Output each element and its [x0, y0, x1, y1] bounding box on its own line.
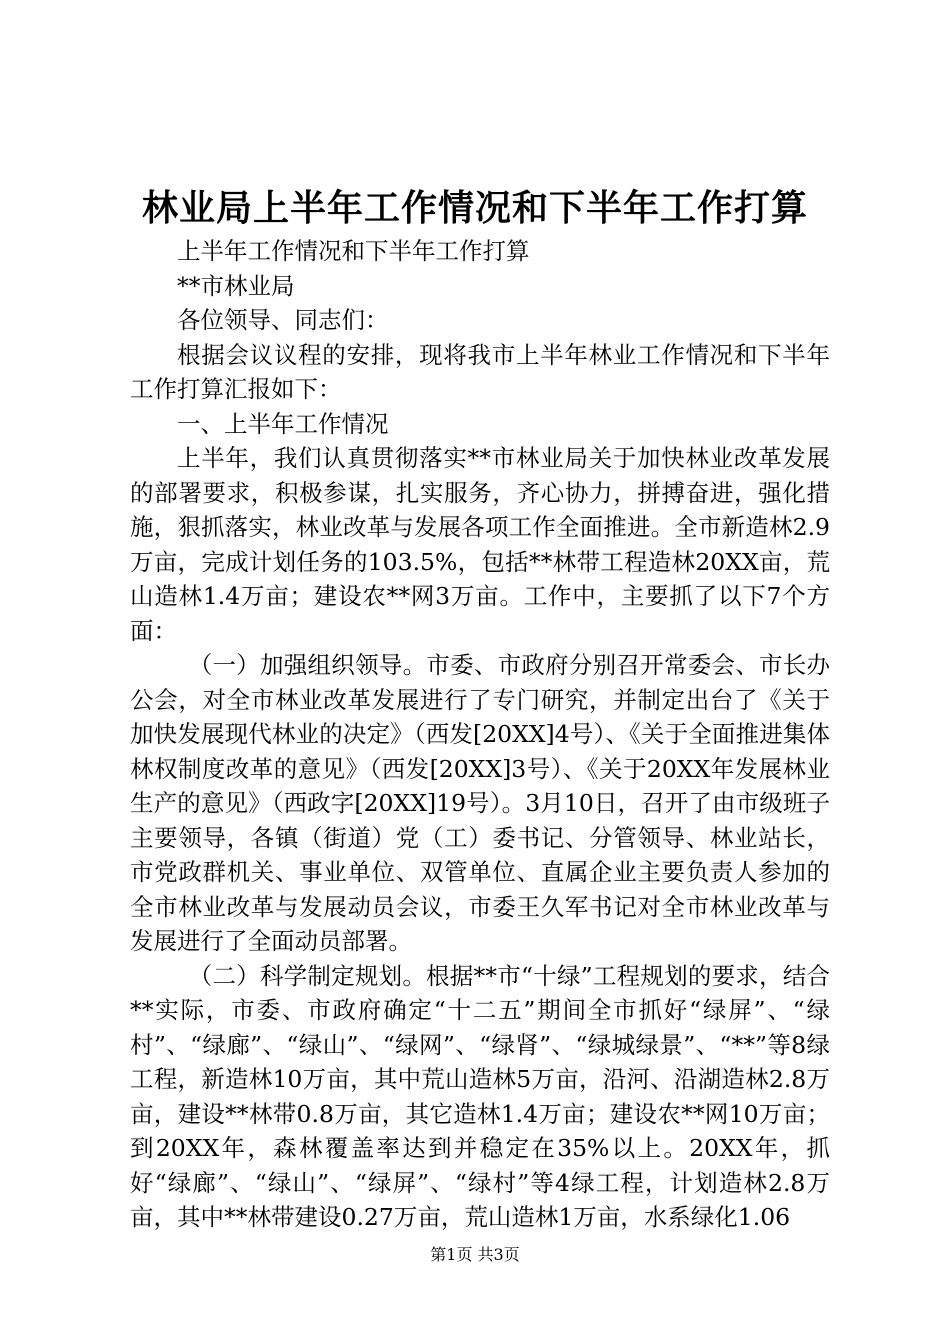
author-line: **市林业局 [177, 271, 295, 300]
document-body [130, 234, 830, 1235]
body-paragraph: 上半年，我们认真贯彻落实**市林业局关于加快林业改革发展的部署要求，积极参谋，扎实服务，齐心协力，拼搏奋进，强化措施，狠抓落实，林业改革与发展各项工作全面推进。全市新造林2.9万亩，完成计划任务的103.5%，包括**林带工程造林20XX亩，荒山造林1.4万亩；建设农**网3万亩。工作中，主要抓了以下7个方面： [130, 444, 830, 645]
salutation: 各位领导、同志们： [177, 306, 389, 334]
body-paragraph: （一）加强组织领导。市委、市政府分别召开常委会、市长办公会，对全市林业改革发展进行了专门研究，并制定出台了《关于加快发展现代林业的决定》（西发[20XX]4号）、《关于全面推进集体林权制度改革的意见》（西发[20XX]3号）、《关于20XX年发展林业生产的意见》（西政字[20XX]19号）。3月10日，召开了由市级班子主要领导，各镇（街道）党（工）委书记、分管领导、林业站长，市党政群机关、事业单位、双管单位、直属企业主要负责人参加的全市林业改革与发展动员会议，市委王久军书记对全市林业改革与发展进行了全面动员部署。 [130, 651, 830, 955]
document-title: 林业局上半年工作情况和下半年工作打算 [141, 187, 808, 229]
page-footer: 第1页 共3页 [430, 1245, 520, 1264]
subtitle-line: 上半年工作情况和下半年工作打算 [177, 237, 530, 265]
intro-paragraph: 根据会议议程的安排，现将我市上半年林业工作情况和下半年工作打算汇报如下： [130, 340, 830, 403]
section-heading: 一、上半年工作情况 [177, 409, 389, 438]
body-paragraph: （二）科学制定规划。根据**市“十绿”工程规划的要求，结合**实际，市委、市政府确定“十二五”期间全市抓好“绿屏”、“绿村”、“绿廊”、“绿山”、“绿网”、“绿肾”、“绿城绿景”、“**”等8绿工程，新造林10万亩，其中荒山造林5万亩，沿河、沿湖造林2.8万亩，建设**林带0.8万亩，其它造林1.4万亩；建设农**网10万亩；到20XX年，森林覆盖率达到并稳定在35%以上。20XX年，抓好“绿廊”、“绿山”、“绿屏”、“绿村”等4绿工程，计划造林2.8万亩，其中**林带建设0.27万亩，荒山造林1万亩，水系绿化1.06 [130, 961, 830, 1231]
